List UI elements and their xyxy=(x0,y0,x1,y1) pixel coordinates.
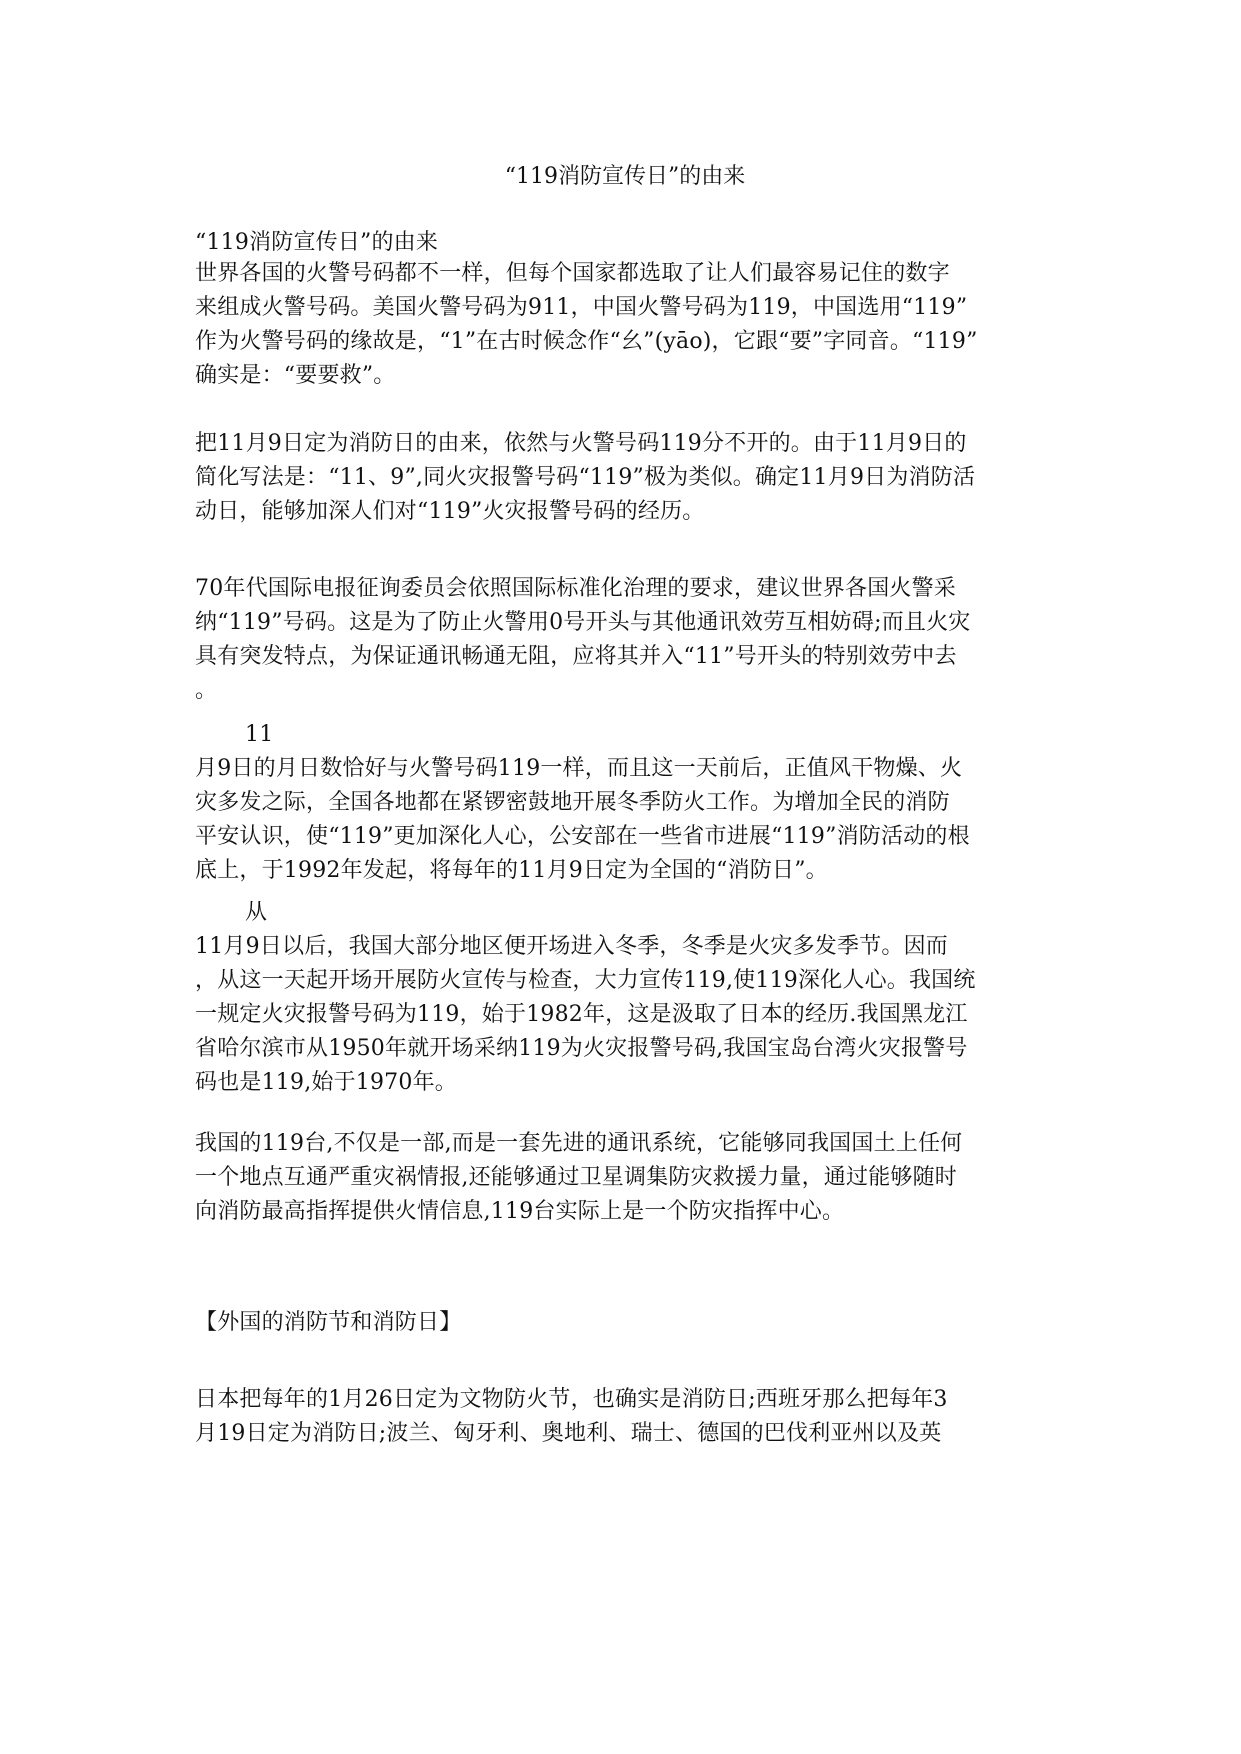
paragraph-lead: 11 xyxy=(245,722,274,747)
paragraph-6 xyxy=(195,1127,1055,1229)
paragraph-line: 月9日的月日数恰好与火警号码119一样，而且这一天前后，正值风干物燥、火 xyxy=(195,756,963,781)
paragraph-line: 平安认识，使“119”更加深化人心，公安部在一些省市进展“119”消防活动的根 xyxy=(195,824,970,849)
paragraph-line: ，从这一天起开场开展防火宣传与检查，大力宣传119,使119深化人心。我国统 xyxy=(195,968,976,993)
subtitle-line: “119消防宣传日”的由来 xyxy=(195,230,439,255)
section-heading-block xyxy=(195,1306,1055,1340)
document-page xyxy=(195,0,1055,1754)
paragraph-line: 作为火警号码的缘故是，“1”在古时候念作“幺”(yāo)，它跟“要”字同音。“119” xyxy=(195,329,978,354)
paragraph-lead: 从 xyxy=(245,900,268,925)
paragraph-line: 日本把每年的1月26日定为文物防火节，也确实是消防日;西班牙那么把每年3 xyxy=(195,1387,948,1412)
paragraph-line: 把11月9日定为消防日的由来，依然与火警号码119分不开的。由于11月9日的 xyxy=(195,431,967,456)
paragraph-line: 具有突发特点，为保证通讯畅通无阻，应将其并入“11”号开头的特别效劳中去 xyxy=(195,644,957,669)
paragraph-4 xyxy=(195,718,1055,888)
paragraph-line: 纳“119”号码。这是为了防止火警用0号开头与其他通讯效劳互相妨碍;而且火灾 xyxy=(195,610,971,635)
paragraph-3 xyxy=(195,572,1055,708)
paragraph-line: 一规定火灾报警号码为119，始于1982年，这是汲取了日本的经历.我国黑龙江 xyxy=(195,1002,968,1027)
paragraph-line: 动日，能够加深人们对“119”火灾报警号码的经历。 xyxy=(195,499,705,524)
paragraph-line: 向消防最高指挥提供火情信息,119台实际上是一个防灾指挥中心。 xyxy=(195,1199,845,1224)
paragraph-line: 。 xyxy=(195,678,218,703)
section-heading: 【外国的消防节和消防日】 xyxy=(195,1310,462,1335)
paragraph-line: 省哈尔滨市从1950年就开场采纳119为火灾报警号码,我国宝岛台湾火灾报警号 xyxy=(195,1036,968,1061)
paragraph-2 xyxy=(195,427,1055,529)
paragraph-line: 70年代国际电报征询委员会依照国际标准化治理的要求，建议世界各国火警采 xyxy=(195,576,956,601)
paragraph-1 xyxy=(195,257,1055,393)
paragraph-line: 11月9日以后，我国大部分地区便开场进入冬季，冬季是火灾多发季节。因而 xyxy=(195,934,948,959)
paragraph-line: 灾多发之际，全国各地都在紧锣密鼓地开展冬季防火工作。为增加全民的消防 xyxy=(195,790,950,815)
paragraph-line: 一个地点互通严重灾祸情报,还能够通过卫星调集防灾救援力量，通过能够随时 xyxy=(195,1165,957,1190)
paragraph-line: 简化写法是：“11、9”,同火灾报警号码“119”极为类似。确定11月9日为消防活 xyxy=(195,465,976,490)
paragraph-5 xyxy=(195,896,1055,1100)
document-title: “119消防宣传日”的由来 xyxy=(504,164,746,189)
paragraph-line: 来组成火警号码。美国火警号码为911，中国火警号码为119，中国选用“119” xyxy=(195,295,968,320)
paragraph-line: 码也是119,始于1970年。 xyxy=(195,1070,457,1095)
paragraph-line: 确实是：“要要救”。 xyxy=(195,363,396,388)
paragraph-line: 底上，于1992年发起，将每年的11月9日定为全国的“消防日”。 xyxy=(195,858,828,883)
paragraph-line: 世界各国的火警号码都不一样，但每个国家都选取了让人们最容易记住的数字 xyxy=(195,261,950,286)
paragraph-line: 我国的119台,不仅是一部,而是一套先进的通讯系统，它能够同我国国土上任何 xyxy=(195,1131,963,1156)
document-subtitle xyxy=(195,226,1055,260)
paragraph-line: 月19日定为消防日;波兰、匈牙利、奥地利、瑞士、德国的巴伐利亚州以及英 xyxy=(195,1421,942,1446)
paragraph-7 xyxy=(195,1383,1055,1451)
